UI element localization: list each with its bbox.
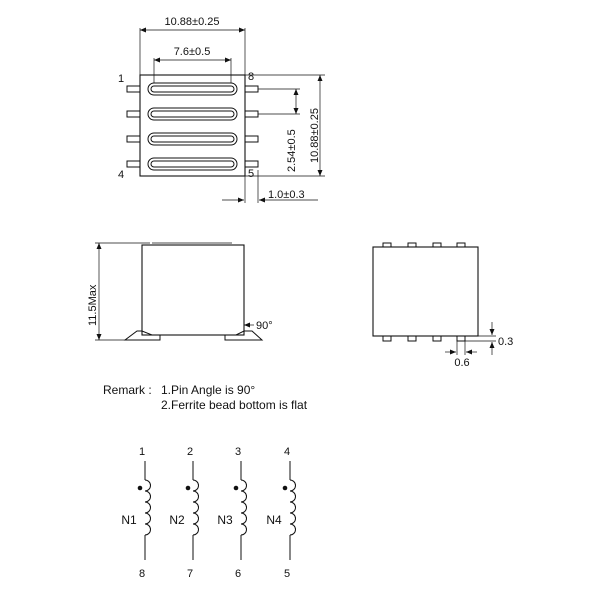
lead-width-dimension: 0.6 [454,357,470,369]
winding-name: N3 [217,513,233,527]
winding-top-pin-label: 1 [138,446,146,458]
polarity-dot-icon [234,486,239,491]
winding-name: N2 [169,513,185,527]
top-view [118,16,325,203]
lead-dimension: 1.0±0.3 [268,189,305,201]
winding-4 [266,446,295,580]
winding-3 [217,446,246,580]
pin-5-label: 5 [248,168,255,180]
side-view [87,243,273,340]
pitch-dimension: 2.54±0.5 [286,129,298,172]
polarity-dot-icon [138,486,143,491]
winding-name: N4 [266,513,282,527]
pin-4-label: 4 [118,169,125,181]
winding-2 [169,446,198,580]
remark [103,383,308,412]
winding-coil [290,480,296,535]
lead-height-dimension: 0.3 [498,336,514,348]
winding-schematic [121,446,295,580]
end-view-bottom-leads [383,336,465,341]
inner-dimension: 7.6±0.5 [173,46,211,58]
end-view-body [373,247,478,336]
winding-coil [145,480,151,535]
width-dimension: 10.88±0.25 [164,16,220,28]
winding-bottom-pin-label: 8 [138,568,146,580]
winding-top-pin-label: 2 [186,446,194,458]
winding-bottom-pin-label: 5 [283,568,291,580]
pin-8-label: 8 [248,71,255,83]
winding-coil [241,480,247,535]
side-view-body [142,245,244,335]
remark-line-1: 1.Pin Angle is 90° [161,383,256,397]
polarity-dot-icon [186,486,191,491]
max-height-dimension: 11.5Max [87,284,99,326]
remark-line-2: 2.Ferrite bead bottom is flat [161,398,308,412]
top-view-left-leads [127,86,140,167]
polarity-dot-icon [283,486,288,491]
height-dimension: 10.88±0.25 [309,108,321,163]
pin-angle-dimension: 90° [256,320,273,332]
winding-1 [121,446,150,580]
winding-name: N1 [121,513,137,527]
pin-1-label: 1 [118,73,125,85]
winding-top-pin-label: 4 [283,446,291,458]
end-view [373,243,513,369]
winding-top-pin-label: 3 [234,446,242,458]
end-view-top-leads [383,243,465,247]
winding-coil [193,480,199,535]
winding-bottom-pin-label: 6 [234,568,242,580]
winding-bottom-pin-label: 7 [186,568,194,580]
remark-prefix: Remark : [103,383,152,397]
top-view-right-leads [245,86,258,167]
